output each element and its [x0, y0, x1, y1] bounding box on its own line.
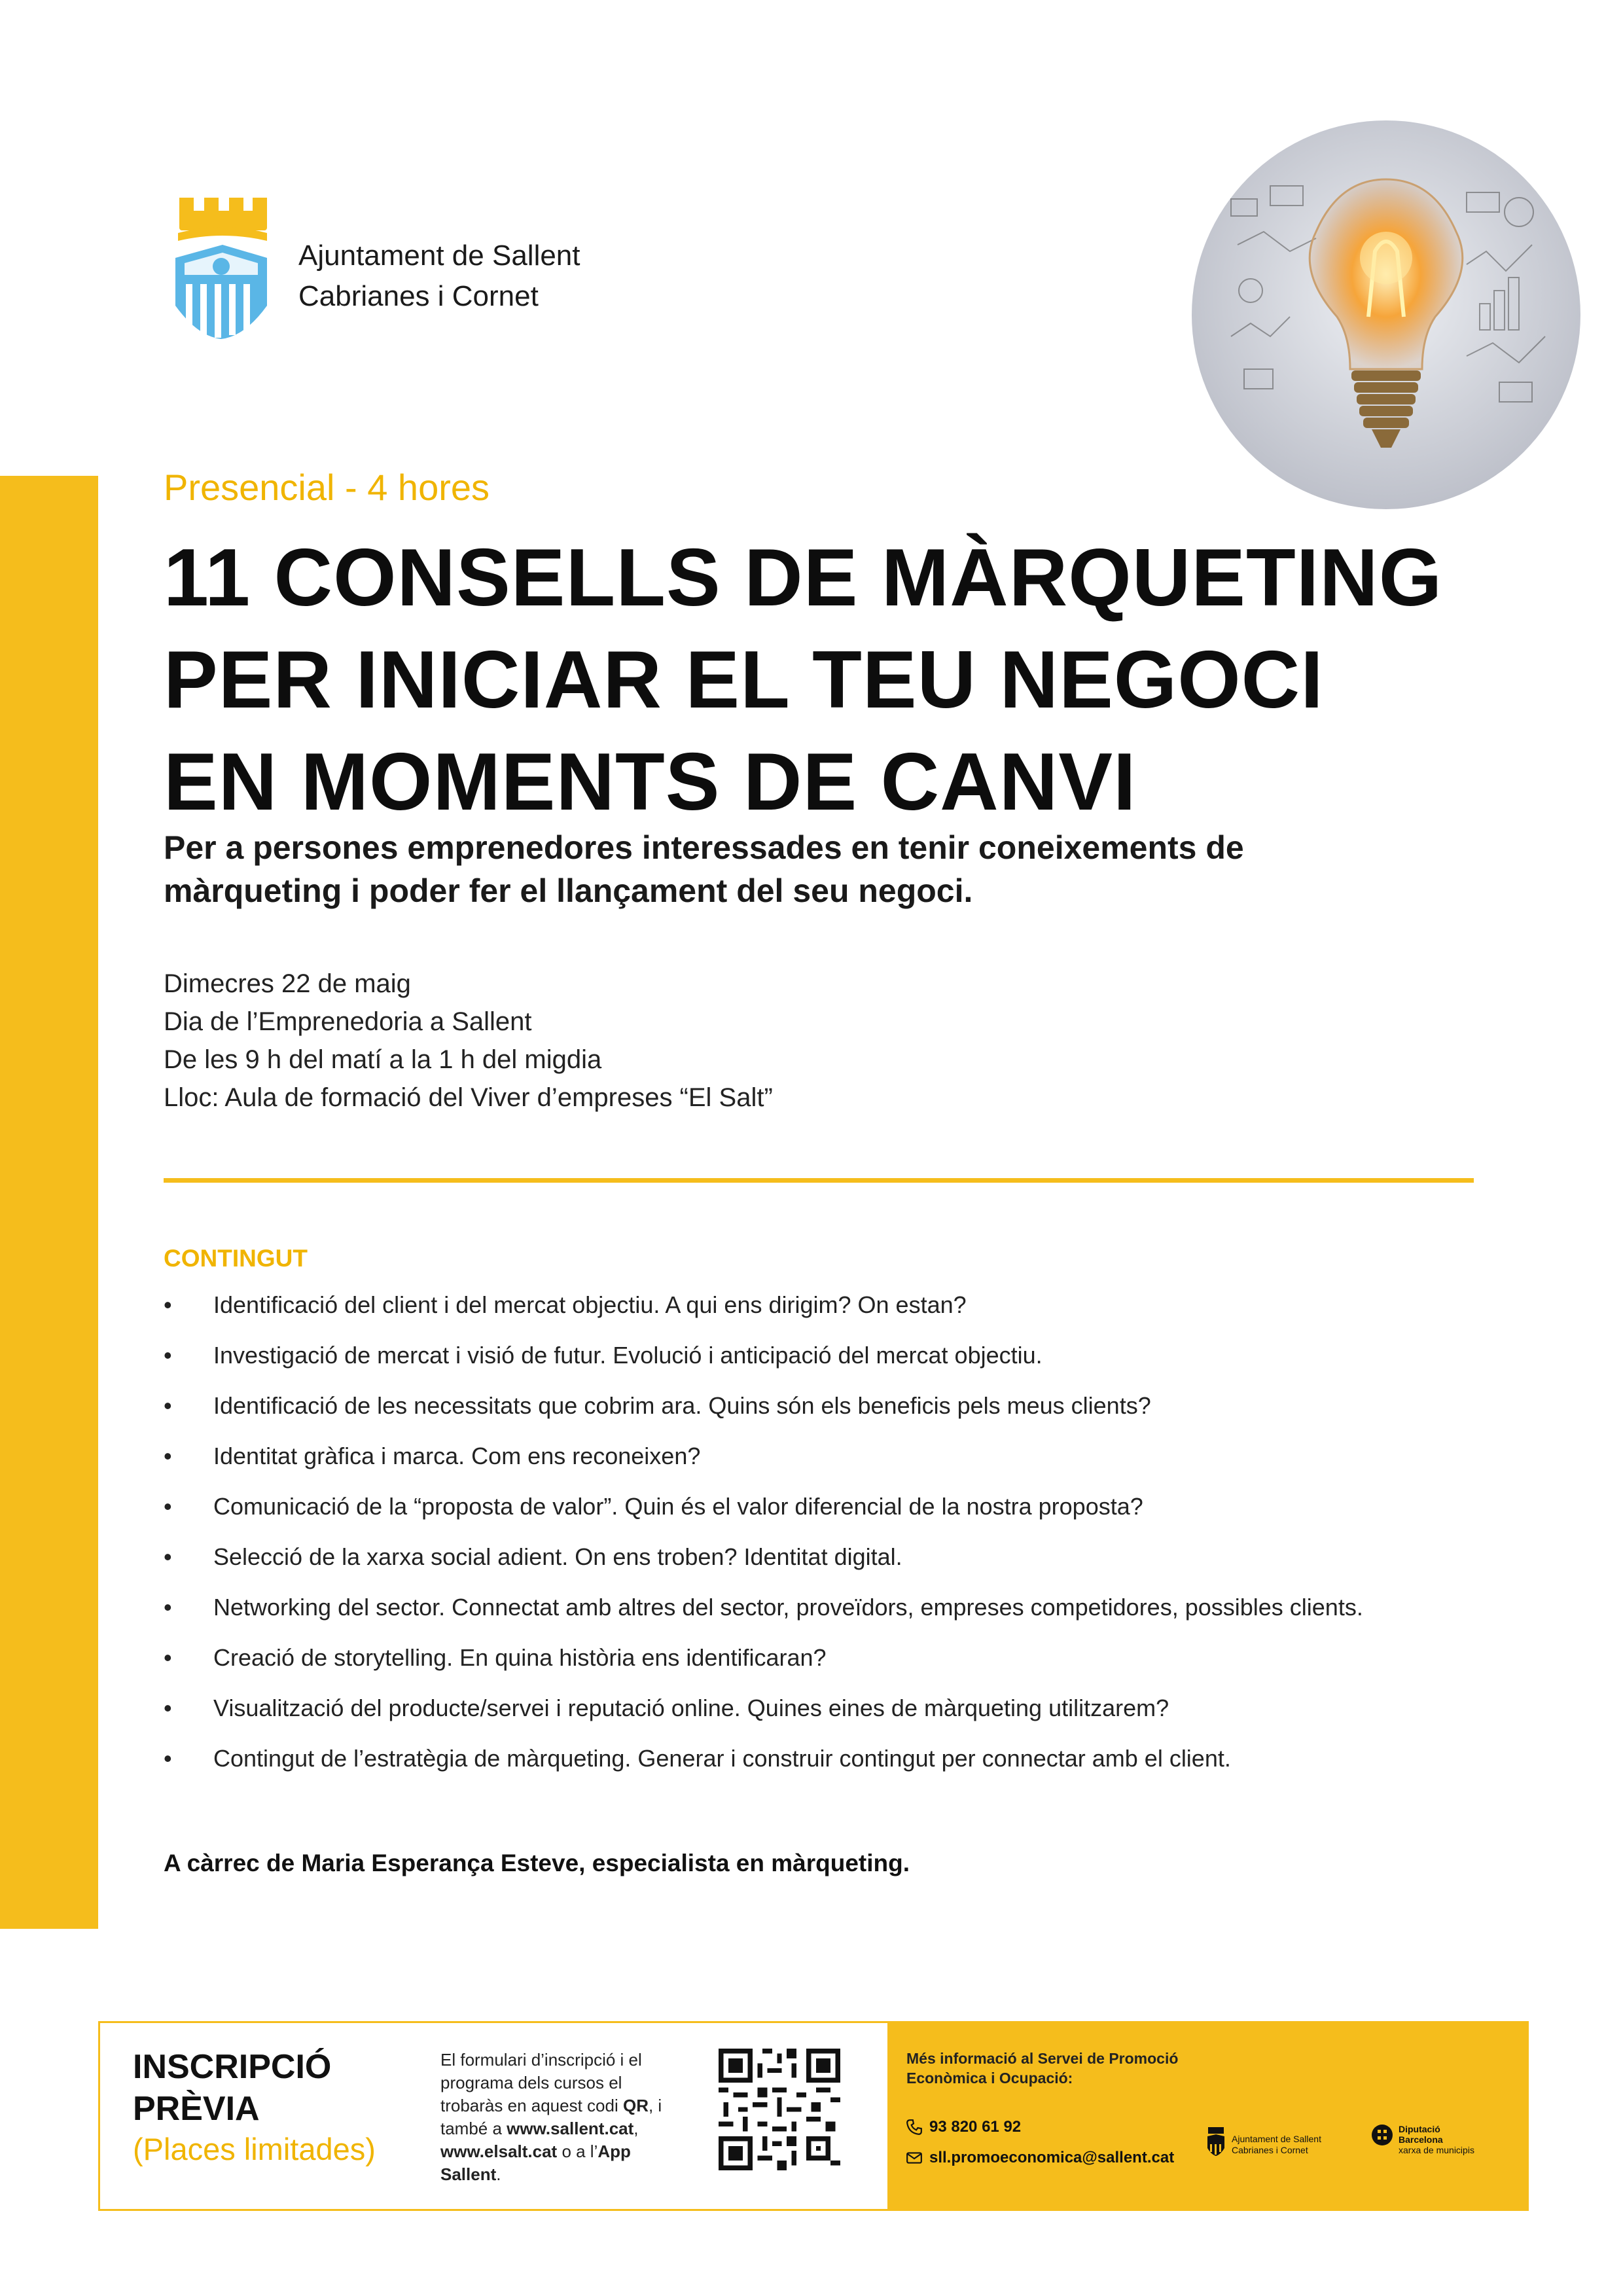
footer-organization-line1: Ajuntament de Sallent: [1232, 2134, 1321, 2144]
instructions-text: o a l’: [557, 2142, 598, 2161]
bullet: •: [164, 1543, 172, 1570]
instructions-text: El formulari d’inscripció i el programa dels cursos el trobaràs en aquest codi: [440, 2050, 642, 2115]
bullet: •: [164, 1342, 172, 1369]
title-line: EN MOMENTS DE CANVI: [164, 737, 1137, 827]
event-time: De les 9 h del matí a la 1 h del migdia: [164, 1045, 602, 1074]
list-item-text: Contingut de l’estratègia de màrqueting. Generar i construir contingut per connectar amb el client.: [213, 1745, 1231, 1772]
list-item-text: Selecció de la xarxa social adient. On ens troben? Identitat digital.: [213, 1543, 902, 1570]
bullet: •: [164, 1392, 172, 1419]
footer-organization-line2: Cabrianes i Cornet: [1232, 2145, 1308, 2155]
list-item-text: Networking del sector. Connectat amb altres del sector, proveïdors, empreses competidores, possibles clients.: [213, 1594, 1363, 1621]
list-item-text: Investigació de mercat i visió de futur. Evolució i anticipació del mercat objectiu.: [213, 1342, 1043, 1369]
list-item-text: Identitat gràfica i marca. Com ens reconeixen?: [213, 1443, 701, 1469]
lead-line: màrqueting i poder fer el llançament del seu negoci.: [164, 872, 973, 909]
list-item: [164, 1743, 1363, 1793]
instructions-text: , i també a: [440, 2096, 662, 2138]
instructions-text: ,: [633, 2119, 639, 2138]
bullet: •: [164, 1695, 172, 1721]
bullet: •: [164, 1644, 172, 1671]
list-item: [164, 1693, 1363, 1743]
app-name: App Sallent: [440, 2142, 631, 2184]
event-location: Lloc: Aula de formació del Viver d’empreses “El Salt”: [164, 1083, 773, 1112]
diputacio-barcelona-name: [1399, 2124, 1474, 2155]
section-divider: [164, 1178, 1474, 1183]
list-item: [164, 1340, 1363, 1390]
website-link-sallent[interactable]: www.sallent.cat: [507, 2119, 634, 2138]
bullet: •: [164, 1594, 172, 1621]
registration-heading: [133, 2046, 331, 2130]
diputacio-line2: Barcelona: [1399, 2134, 1443, 2145]
organization-name-line1: Ajuntament de Sallent: [298, 240, 580, 272]
sallent-coat-of-arms-logo: [171, 185, 270, 342]
email-address[interactable]: sll.promoeconomica@sallent.cat: [929, 2149, 1175, 2166]
diputacio-barcelona-logo: [1371, 2124, 1393, 2146]
event-occasion: Dia de l’Emprenedoria a Sallent: [164, 1007, 532, 1036]
diputacio-line1: Diputació: [1399, 2124, 1440, 2134]
phone-number[interactable]: 93 820 61 92: [929, 2118, 1022, 2136]
instructions-text: .: [496, 2164, 501, 2184]
list-item-text: Identificació de les necessitats que cobrim ara. Quins són els beneficis pels meus clients?: [213, 1392, 1151, 1419]
registration-heading-line2: PRÈVIA: [133, 2090, 260, 2128]
event-details: [164, 965, 773, 1117]
list-item: [164, 1642, 1363, 1693]
footer-organization-name: [1232, 2134, 1321, 2156]
content-heading: CONTINGUT: [164, 1245, 308, 1272]
list-item: [164, 1441, 1363, 1491]
qr-label: QR: [622, 2096, 649, 2115]
registration-instructions: [440, 2049, 676, 2186]
places-limited-note: (Places limitades): [133, 2132, 376, 2166]
left-accent-bar: [0, 476, 98, 1929]
event-format: Presencial - 4 hores: [164, 467, 490, 508]
event-date: Dimecres 22 de maig: [164, 969, 411, 998]
lightbulb-illustration: [1192, 120, 1580, 509]
content-list: [164, 1289, 1363, 1793]
list-item: [164, 1289, 1363, 1340]
list-item: [164, 1390, 1363, 1441]
lead-paragraph: [164, 826, 1505, 912]
list-item: [164, 1592, 1363, 1642]
more-info-text: [906, 2049, 1178, 2088]
lead-line: Per a persones emprenedores interessades en tenir coneixements de: [164, 829, 1244, 866]
website-link-elsalt[interactable]: www.elsalt.cat: [440, 2142, 558, 2161]
page-title: [164, 527, 1442, 833]
list-item: [164, 1541, 1363, 1592]
phone-icon: [906, 2119, 923, 2136]
bullet: •: [164, 1291, 172, 1318]
sallent-mini-logo: [1206, 2126, 1226, 2157]
diputacio-line3: xarxa de municipis: [1399, 2145, 1474, 2155]
organization-name: [298, 236, 580, 317]
qr-code[interactable]: [719, 2049, 840, 2170]
list-item-text: Visualització del producte/servei i reputació online. Quines eines de màrqueting utilitzarem?: [213, 1695, 1169, 1721]
list-item-text: Identificació del client i del mercat objectiu. A qui ens dirigim? On estan?: [213, 1291, 967, 1318]
list-item-text: Creació de storytelling. En quina història ens identificaran?: [213, 1644, 827, 1671]
bullet: •: [164, 1443, 172, 1469]
organization-name-line2: Cabrianes i Cornet: [298, 280, 539, 312]
title-line: PER INICIAR EL TEU NEGOCI: [164, 635, 1324, 725]
more-info-line2: Econòmica i Ocupació:: [906, 2070, 1073, 2087]
email-icon: [906, 2149, 923, 2166]
list-item-text: Comunicació de la “proposta de valor”. Quin és el valor diferencial de la nostra proposta?: [213, 1493, 1143, 1520]
more-info-line1: Més informació al Servei de Promoció: [906, 2050, 1179, 2067]
title-line: 11 CONSELLS DE MÀRQUETING: [164, 533, 1443, 623]
bullet: •: [164, 1493, 172, 1520]
list-item: [164, 1491, 1363, 1541]
registration-heading-line1: INSCRIPCIÓ: [133, 2048, 332, 2086]
speaker-credit: A càrrec de Maria Esperança Esteve, especialista en màrqueting.: [164, 1850, 910, 1876]
bullet: •: [164, 1745, 172, 1772]
